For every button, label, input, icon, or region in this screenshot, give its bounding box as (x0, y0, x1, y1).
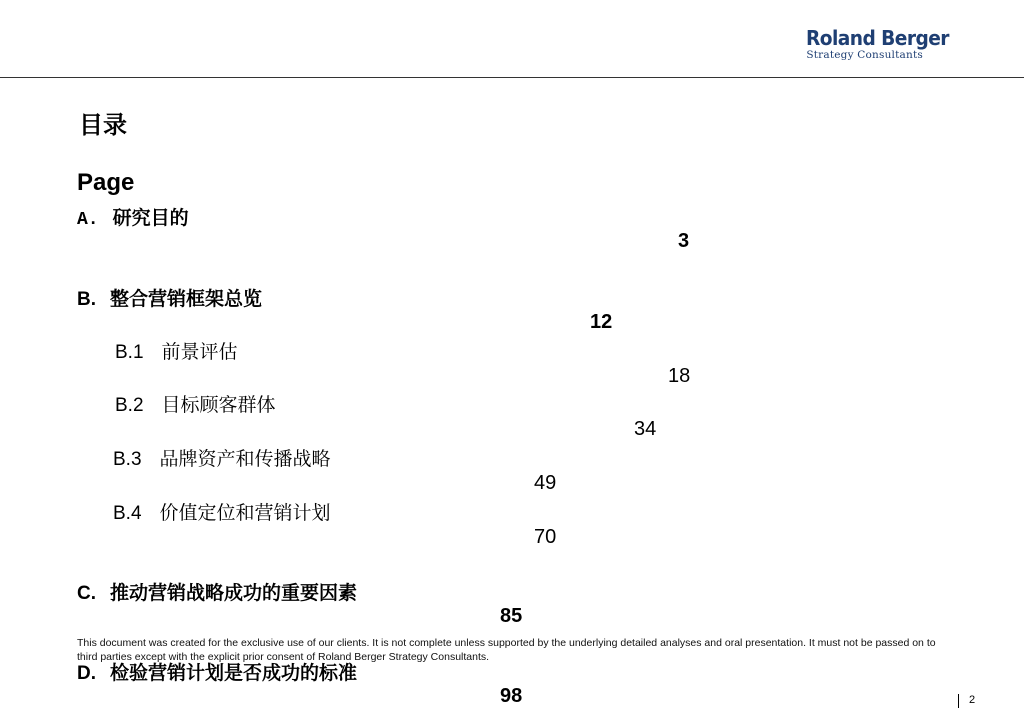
toc-entry-a-page: 3 (678, 230, 690, 252)
logo-name: Roland Berger (806, 26, 950, 50)
toc-entry-a (77, 203, 189, 230)
toc-entry-code: B.3 (113, 449, 142, 470)
toc-entry-code: B.2 (115, 395, 144, 416)
toc-entry-b (77, 284, 262, 311)
toc-entry-b-page: 12 (590, 311, 613, 333)
toc-title: 目录 (79, 111, 127, 139)
toc-entry-b4 (113, 498, 331, 525)
confidentiality-disclaimer: This document was created for the exclusive use of our clients. It is not complete unless supported by the underlying detailed analyses and oral presentation. It must not be passed on to third parties except with the explicit prior consent of Roland Berger Strategy Consultants. (77, 637, 936, 663)
toc-entry-title: 推动营销战略成功的重要因素 (110, 582, 358, 604)
toc-entry-b2 (115, 390, 276, 417)
toc-entry-title: 前景评估 (161, 341, 238, 363)
toc-entry-title: 目标顾客群体 (161, 394, 276, 416)
page-number: 2 (969, 694, 976, 706)
toc-entry-c-page: 85 (500, 605, 523, 627)
roland-berger-logo (806, 28, 960, 61)
footer-divider (958, 694, 959, 708)
header-divider (0, 77, 1024, 78)
toc-entry-b3 (113, 444, 331, 471)
toc-entry-code: D. (77, 663, 96, 684)
toc-entry-title: 整合营销框架总览 (110, 288, 263, 310)
toc-entry-code: B.1 (115, 342, 144, 363)
toc-entry-title: 研究目的 (112, 207, 189, 229)
toc-entry-title: 价值定位和营销计划 (159, 502, 331, 524)
logo-subtitle: Strategy Consultants (806, 49, 923, 61)
toc-entry-code: C. (77, 583, 96, 604)
page-column-label: Page (77, 169, 135, 196)
toc-entry-b1 (115, 337, 238, 364)
toc-entry-c (77, 578, 357, 605)
toc-entry-b4-page: 70 (534, 526, 557, 548)
toc-entry-b2-page: 34 (634, 418, 657, 440)
toc-entry-b1-page: 18 (668, 365, 691, 387)
toc-entry-code: B. (77, 289, 96, 310)
toc-entry-code: B.4 (113, 503, 142, 524)
toc-entry-d-page: 98 (500, 685, 523, 707)
toc-entry-title: 检验营销计划是否成功的标准 (110, 662, 358, 684)
toc-entry-code: A. (77, 210, 99, 230)
toc-entry-b3-page: 49 (534, 472, 557, 494)
toc-entry-title: 品牌资产和传播战略 (159, 448, 331, 470)
